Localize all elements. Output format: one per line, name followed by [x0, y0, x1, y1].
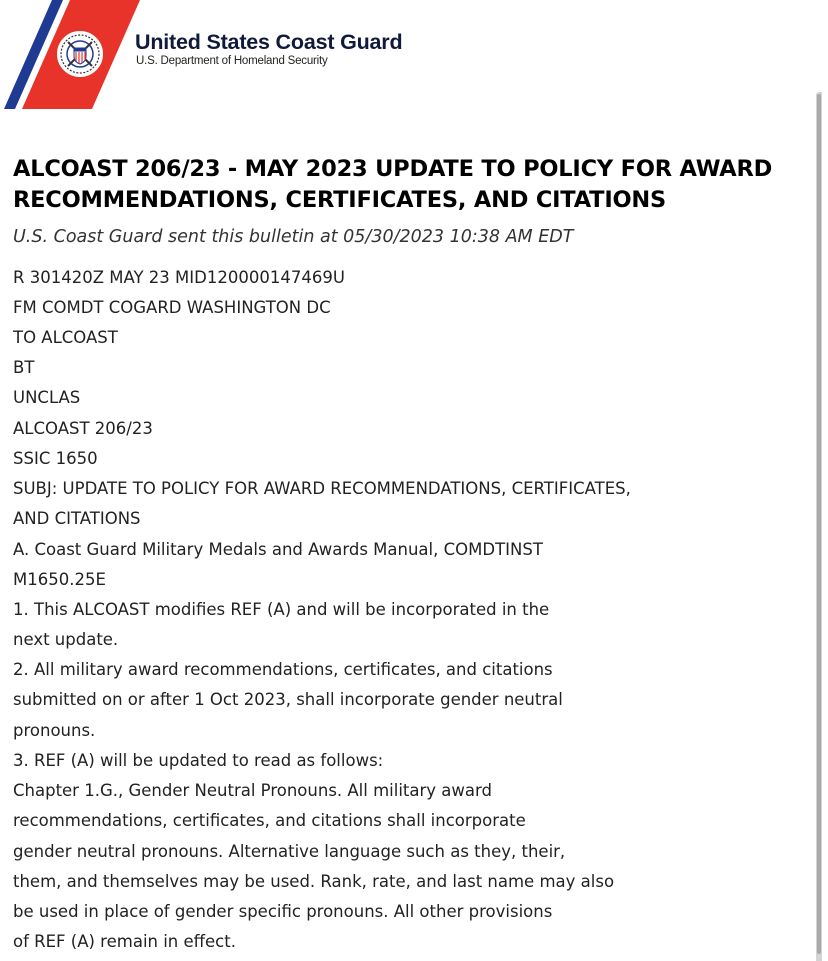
message-line: submitted on or after 1 Oct 2023, shall incorporate gender neutral [13, 690, 563, 709]
message-line: A. Coast Guard Military Medals and Awards Manual, COMDTINST [13, 540, 543, 559]
message-line: TO ALCOAST [13, 328, 118, 347]
scrollbar-thumb[interactable] [817, 94, 821, 954]
org-name: United States Coast Guard [135, 30, 403, 54]
bulletin-title: ALCOAST 206/23 - MAY 2023 UPDATE TO POLICY FOR AWARD RECOMMENDATIONS, CERTIFICATES, AND CITATIONS [13, 156, 773, 213]
message-line: R 301420Z MAY 23 MID120000147469U [13, 268, 345, 287]
message-line: ALCOAST 206/23 [13, 419, 153, 438]
coast-guard-seal-icon [56, 30, 104, 78]
message-line: gender neutral pronouns. Alternative language such as they, their, [13, 842, 566, 861]
message-line: AND CITATIONS [13, 509, 141, 528]
message-line: SSIC 1650 [13, 449, 98, 468]
message-line: them, and themselves may be used. Rank, rate, and last name may also [13, 872, 615, 891]
site-header [0, 0, 828, 112]
message-line: of REF (A) remain in effect. [13, 932, 236, 951]
message-line: recommendations, certificates, and citations shall incorporate [13, 811, 526, 830]
message-line: be used in place of gender specific pronouns. All other provisions [13, 902, 553, 921]
message-line: Chapter 1.G., Gender Neutral Pronouns. All military award [13, 781, 492, 800]
sent-info: U.S. Coast Guard sent this bulletin at 05/30/2023 10:38 AM EDT [13, 227, 574, 247]
message-line: UNCLAS [13, 388, 81, 407]
message-line: pronouns. [13, 721, 96, 740]
message-line: 3. REF (A) will be updated to read as follows: [13, 751, 384, 770]
message-line: next update. [13, 630, 119, 649]
message-line: 1. This ALCOAST modifies REF (A) and will be incorporated in the [13, 600, 550, 619]
message-line: SUBJ: UPDATE TO POLICY FOR AWARD RECOMMENDATIONS, CERTIFICATES, [13, 479, 631, 498]
message-line: BT [13, 358, 35, 377]
org-subtitle: U.S. Department of Homeland Security [136, 55, 328, 67]
message-line: 2. All military award recommendations, certificates, and citations [13, 660, 553, 679]
message-line: M1650.25E [13, 570, 106, 589]
message-line: FM COMDT COGARD WASHINGTON DC [13, 298, 331, 317]
